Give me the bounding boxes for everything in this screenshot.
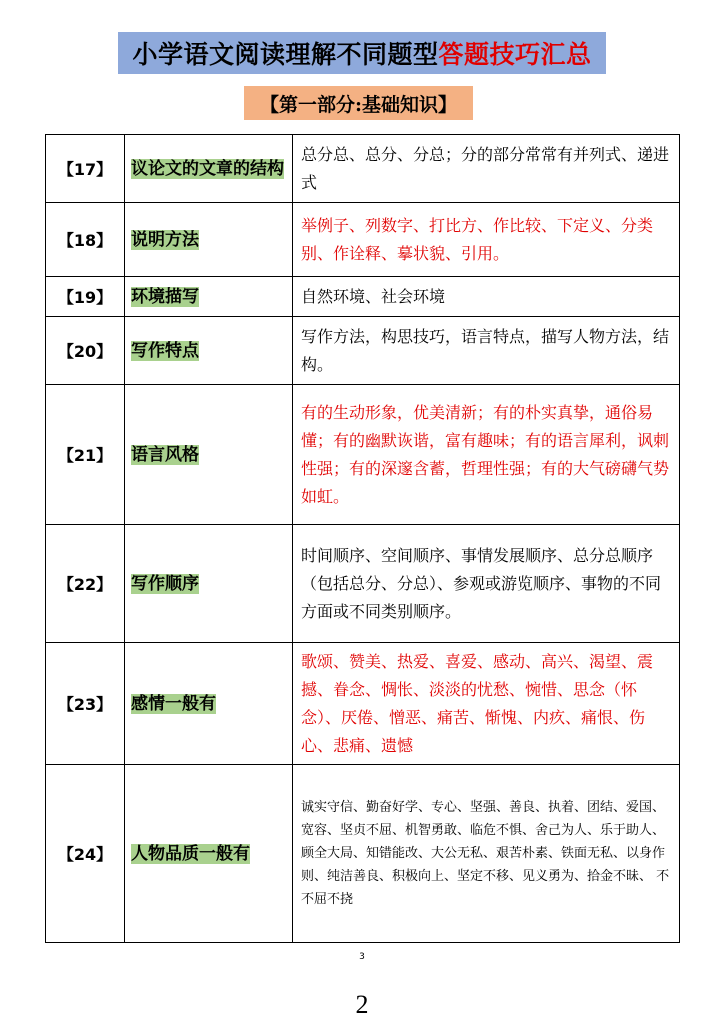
term-description: 诚实守信、勤奋好学、专心、坚强、善良、执着、团结、爱国、宽容、坚贞不屈、机智勇敢、临危不惧、舍己为人、乐于助人、顾全大局、知错能改、大公无私、艰苦朴素、铁面无私、以身作则、纯洁善良、积极向上、坚定不移、见义勇为、拾金不昧、 不不屈不挠 (293, 765, 680, 943)
term-description: 自然环境、社会环境 (293, 277, 680, 317)
table-row (46, 643, 680, 765)
term-label: 写作顺序 (131, 573, 199, 594)
table-row (46, 277, 680, 317)
table-row (46, 135, 680, 203)
row-number: 【24】 (46, 765, 125, 943)
row-number: 【18】 (46, 203, 125, 277)
term-label: 感情一般有 (131, 693, 216, 714)
term-description: 写作方法，构思技巧，语言特点，描写人物方法，结构。 (293, 317, 680, 385)
term-description: 有的生动形象，优美清新；有的朴实真挚，通俗易懂；有的幽默诙谐，富有趣味；有的语言犀利，讽刺性强；有的深邃含蓄，哲理性强；有的大气磅礴气势如虹。 (293, 385, 680, 525)
row-number: 【19】 (46, 277, 125, 317)
term-description: 时间顺序、空间顺序、事情发展顺序、总分总顺序（包括总分、分总）、参观或游览顺序、事物的不同方面或不同类别顺序。 (293, 525, 680, 643)
term-label: 议论文的文章的结构 (131, 158, 284, 179)
term-description: 歌颂、赞美、热爱、喜爱、感动、高兴、渴望、震撼、眷念、惆怅、淡淡的忧愁、惋惜、思念（怀念）、厌倦、憎恶、痛苦、惭愧、内疚、痛恨、伤心、悲痛、遗憾 (293, 643, 680, 765)
page-title (118, 32, 606, 74)
knowledge-table (45, 134, 680, 943)
table-row (46, 203, 680, 277)
row-number: 【22】 (46, 525, 125, 643)
term-label: 人物品质一般有 (131, 843, 250, 864)
row-number: 【17】 (46, 135, 125, 203)
row-number: 【20】 (46, 317, 125, 385)
table-row (46, 525, 680, 643)
section-heading: 【第一部分:基础知识】 (244, 86, 473, 120)
page-number: 3 (359, 952, 365, 962)
term-label: 说明方法 (131, 229, 199, 250)
title-highlight: 答题技巧汇总 (438, 40, 592, 69)
title-main: 小学语文阅读理解不同题型 (132, 40, 439, 69)
table-row (46, 765, 680, 943)
term-label: 环境描写 (131, 286, 199, 307)
row-number: 【21】 (46, 385, 125, 525)
term-label: 写作特点 (131, 340, 199, 361)
term-description: 总分总、总分、分总；分的部分常常有并列式、递进式 (293, 135, 680, 203)
term-label: 语言风格 (131, 444, 199, 465)
row-number: 【23】 (46, 643, 125, 765)
footer-number: 2 (355, 990, 369, 1019)
table-row (46, 385, 680, 525)
table-row (46, 317, 680, 385)
term-description: 举例子、列数字、打比方、作比较、下定义、分类别、作诠释、摹状貌、引用。 (293, 203, 680, 277)
